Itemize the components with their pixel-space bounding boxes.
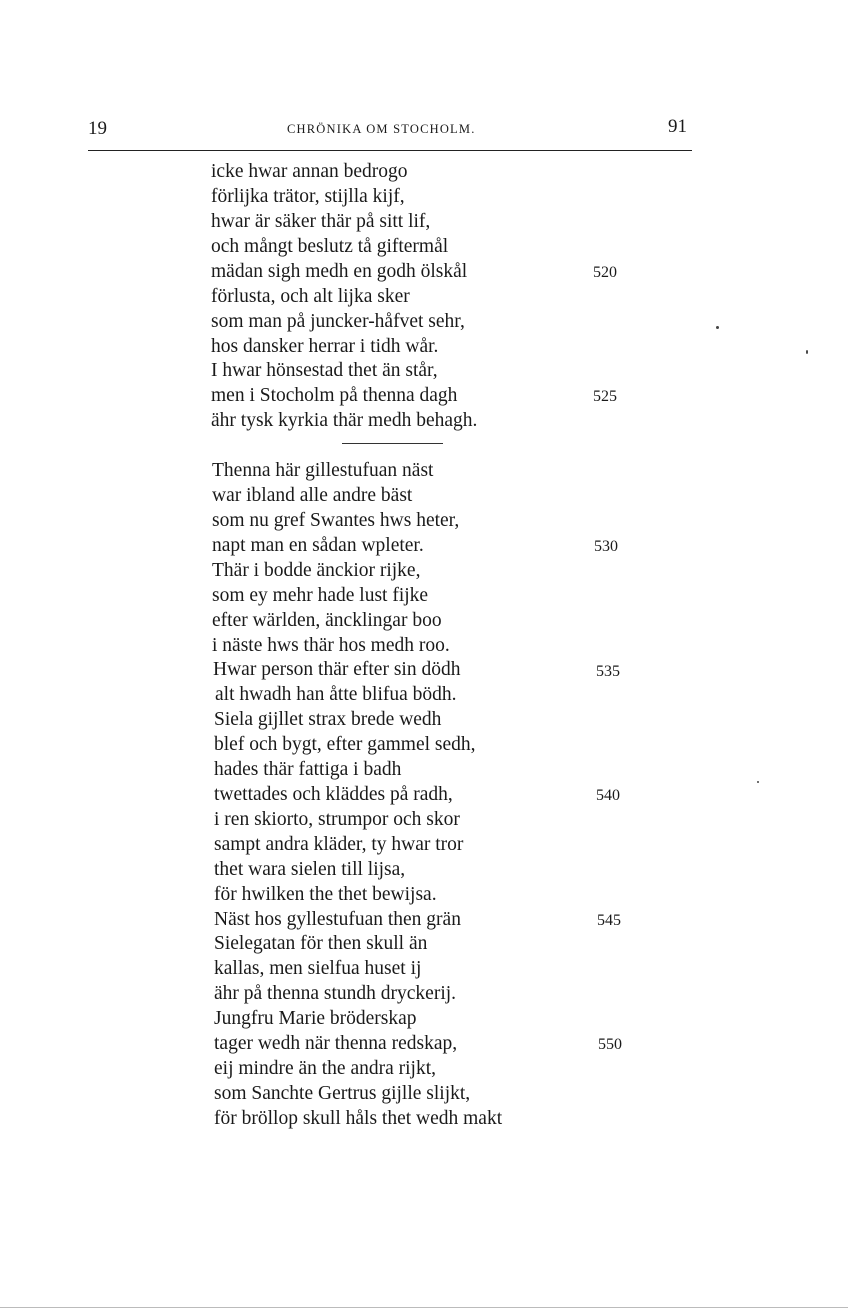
- verse-line: mädan sigh medh en godh ölskål: [211, 261, 468, 282]
- verse-line: som nu gref Swantes hws heter,: [212, 510, 460, 531]
- verse-line: förlijka trätor, stijlla kijf,: [211, 186, 405, 207]
- line-number: 530: [594, 538, 618, 555]
- line-number: 550: [598, 1036, 622, 1053]
- verse-line: Thär i bodde änckior rijke,: [212, 560, 421, 581]
- verse-line: eij mindre än the andra rijkt,: [214, 1058, 437, 1079]
- verse-line: Sielegatan för then skull än: [214, 933, 428, 954]
- verse-line: sampt andra kläder, ty hwar tror: [214, 834, 464, 855]
- print-speck: [806, 350, 808, 354]
- page-bottom-edge: [0, 1307, 848, 1308]
- page-number: 91: [668, 116, 687, 137]
- verse-line: Näst hos gyllestufuan then grän: [214, 909, 461, 930]
- verse-line: Thenna här gillestufuan näst: [212, 460, 434, 481]
- verse-line: I hwar hönsestad thet än står,: [211, 360, 438, 381]
- verse-line: blef och bygt, efter gammel sedh,: [214, 734, 476, 755]
- header-left-number: 19: [88, 118, 107, 139]
- verse-line: napt man en sådan wpleter.: [212, 535, 424, 556]
- line-number: 545: [597, 912, 621, 929]
- verse-line: ähr tysk kyrkia thär medh behagh.: [211, 410, 478, 431]
- verse-line: thet wara sielen till lijsa,: [214, 859, 406, 880]
- verse-line: hos dansker herrar i tidh wår.: [211, 336, 439, 357]
- print-speck: [757, 781, 759, 783]
- verse-line: i näste hws thär hos medh roo.: [212, 635, 450, 656]
- line-number: 535: [596, 663, 620, 680]
- verse-line: men i Stocholm på thenna dagh: [211, 385, 458, 406]
- section-divider: [342, 443, 443, 444]
- verse-line: som ey mehr hade lust fijke: [212, 585, 429, 606]
- verse-line: förlusta, och alt lijka sker: [211, 286, 410, 307]
- verse-line: och mångt beslutz tå giftermål: [211, 236, 449, 257]
- print-speck: [716, 326, 719, 329]
- verse-line: som man på juncker-håfvet sehr,: [211, 311, 465, 332]
- verse-line: som Sanchte Gertrus gijlle slijkt,: [214, 1083, 471, 1104]
- verse-line: hwar är säker thär på sitt lif,: [211, 211, 431, 232]
- verse-line: twettades och kläddes på radh,: [214, 784, 453, 805]
- line-number: 520: [593, 264, 617, 281]
- verse-line: alt hwadh han åtte blifua bödh.: [215, 684, 457, 705]
- verse-line: ähr på thenna stundh dryckerij.: [214, 983, 457, 1004]
- verse-line: för hwilken the thet bewijsa.: [214, 884, 437, 905]
- verse-line: hades thär fattiga i badh: [214, 759, 402, 780]
- verse-line: war ibland alle andre bäst: [212, 485, 413, 506]
- line-number: 525: [593, 388, 617, 405]
- verse-line: icke hwar annan bedrogo: [211, 161, 408, 182]
- line-number: 540: [596, 787, 620, 804]
- verse-line: i ren skiorto, strumpor och skor: [214, 809, 460, 830]
- verse-line: Hwar person thär efter sin dödh: [213, 659, 461, 680]
- verse-line: för bröllop skull håls thet wedh makt: [214, 1108, 503, 1129]
- verse-line: Siela gijllet strax brede wedh: [214, 709, 442, 730]
- verse-line: Jungfru Marie bröderskap: [214, 1008, 417, 1029]
- header-rule: [88, 150, 692, 151]
- verse-line: kallas, men sielfua huset ij: [214, 958, 422, 979]
- verse-line: tager wedh när thenna redskap,: [214, 1033, 458, 1054]
- verse-line: efter wärlden, äncklingar boo: [212, 610, 442, 631]
- running-title: CHRÖNIKA OM STOCHOLM.: [287, 122, 476, 136]
